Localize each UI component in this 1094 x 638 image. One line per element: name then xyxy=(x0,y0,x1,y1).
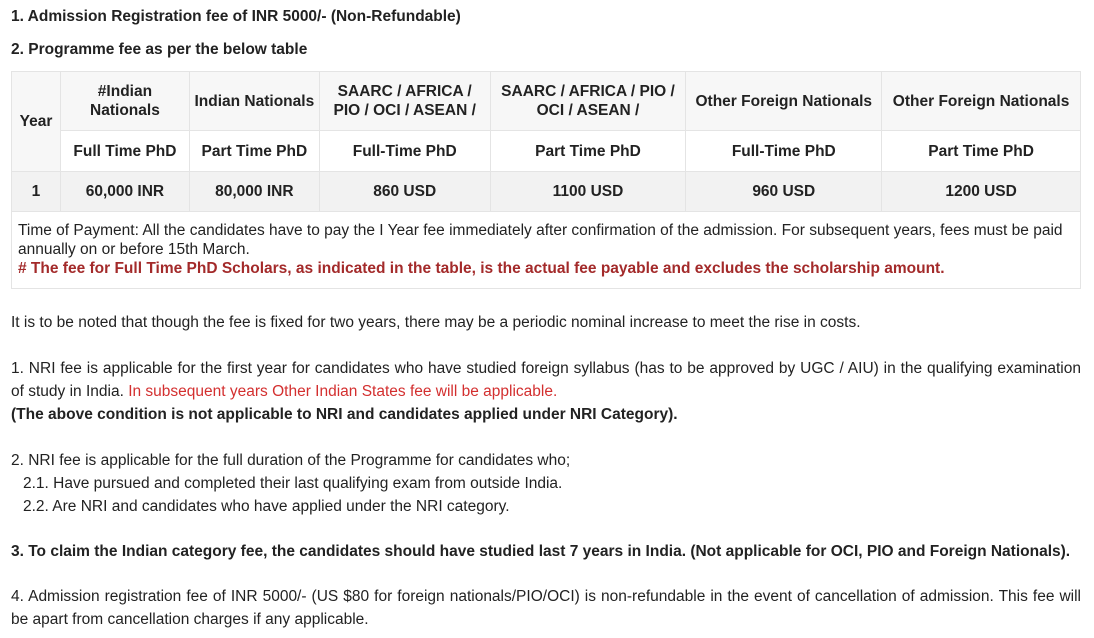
mode-header-row xyxy=(12,131,1081,172)
group-header: Other Foreign Nationals xyxy=(686,72,882,131)
note-1-red-text: In subsequent years Other Indian States fee will be applicable. xyxy=(128,383,558,400)
note-1 xyxy=(11,357,1081,426)
table-note-cell xyxy=(12,212,1081,289)
group-header: Indian Nationals xyxy=(189,72,319,131)
group-header: Other Foreign Nationals xyxy=(882,72,1081,131)
note-2 xyxy=(11,449,1081,518)
fee-cell: 960 USD xyxy=(686,172,882,212)
fixed-fee-note: It is to be noted that though the fee is fixed for two years, there may be a periodic nominal increase to meet the rise in costs. xyxy=(11,314,861,331)
mode-header: Full-Time PhD xyxy=(686,131,882,172)
note-3: 3. To claim the Indian category fee, the candidates should have studied last 7 years in India. (Not applicable for OCI, PIO and Foreign Nationals). xyxy=(11,543,1071,560)
note-2-2: 2.2. Are NRI and candidates who have applied under the NRI category. xyxy=(23,498,510,515)
fee-cell: 1100 USD xyxy=(490,172,686,212)
table-header-row xyxy=(12,72,1081,131)
fee-cell: 860 USD xyxy=(319,172,490,212)
mode-header: Part Time PhD xyxy=(882,131,1081,172)
mode-header: Part Time PhD xyxy=(189,131,319,172)
note-1-condition: (The above condition is not applicable to NRI and candidates applied under NRI Category). xyxy=(11,406,678,423)
group-header: SAARC / AFRICA / PIO / OCI / ASEAN / xyxy=(319,72,490,131)
year-header: Year xyxy=(12,72,61,172)
note-4: 4. Admission registration fee of INR 5000/- (US $80 for foreign nationals/PIO/OCI) is non-refundable in the event of cancellation of admission. This fee will be apart from cancellation charges if any applicable. xyxy=(11,588,1081,628)
table-note-row xyxy=(12,212,1081,289)
programme-fee-heading: 2. Programme fee as per the below table xyxy=(11,41,308,58)
fee-table xyxy=(11,71,1081,289)
mode-header: Full Time PhD xyxy=(60,131,189,172)
group-header: SAARC / AFRICA / PIO / OCI / ASEAN / xyxy=(490,72,686,131)
note-2-1: 2.1. Have pursued and completed their last qualifying exam from outside India. xyxy=(23,475,563,492)
fee-cell: 60,000 INR xyxy=(60,172,189,212)
note-2-intro: 2. NRI fee is applicable for the full duration of the Programme for candidates who; xyxy=(11,452,571,469)
table-row xyxy=(12,172,1081,212)
mode-header: Full-Time PhD xyxy=(319,131,490,172)
fee-cell: 1200 USD xyxy=(882,172,1081,212)
group-header: #Indian Nationals xyxy=(60,72,189,131)
year-cell: 1 xyxy=(12,172,61,212)
mode-header: Part Time PhD xyxy=(490,131,686,172)
fee-cell: 80,000 INR xyxy=(189,172,319,212)
note-1-text: 1. NRI fee is applicable for the first year for candidates who have studied foreign syllabus (has to be approved by UGC / AIU) in the qualifying examination of study in India. xyxy=(11,360,1081,400)
registration-fee-heading: 1. Admission Registration fee of INR 5000/- (Non-Refundable) xyxy=(11,8,461,25)
fee-note: # The fee for Full Time PhD Scholars, as indicated in the table, is the actual fee payable and excludes the scholarship amount. xyxy=(18,260,945,277)
payment-note: Time of Payment: All the candidates have to pay the I Year fee immediately after confirmation of the admission. For subsequent years, fees must be paid annually on or before 15th March. xyxy=(18,222,1063,258)
